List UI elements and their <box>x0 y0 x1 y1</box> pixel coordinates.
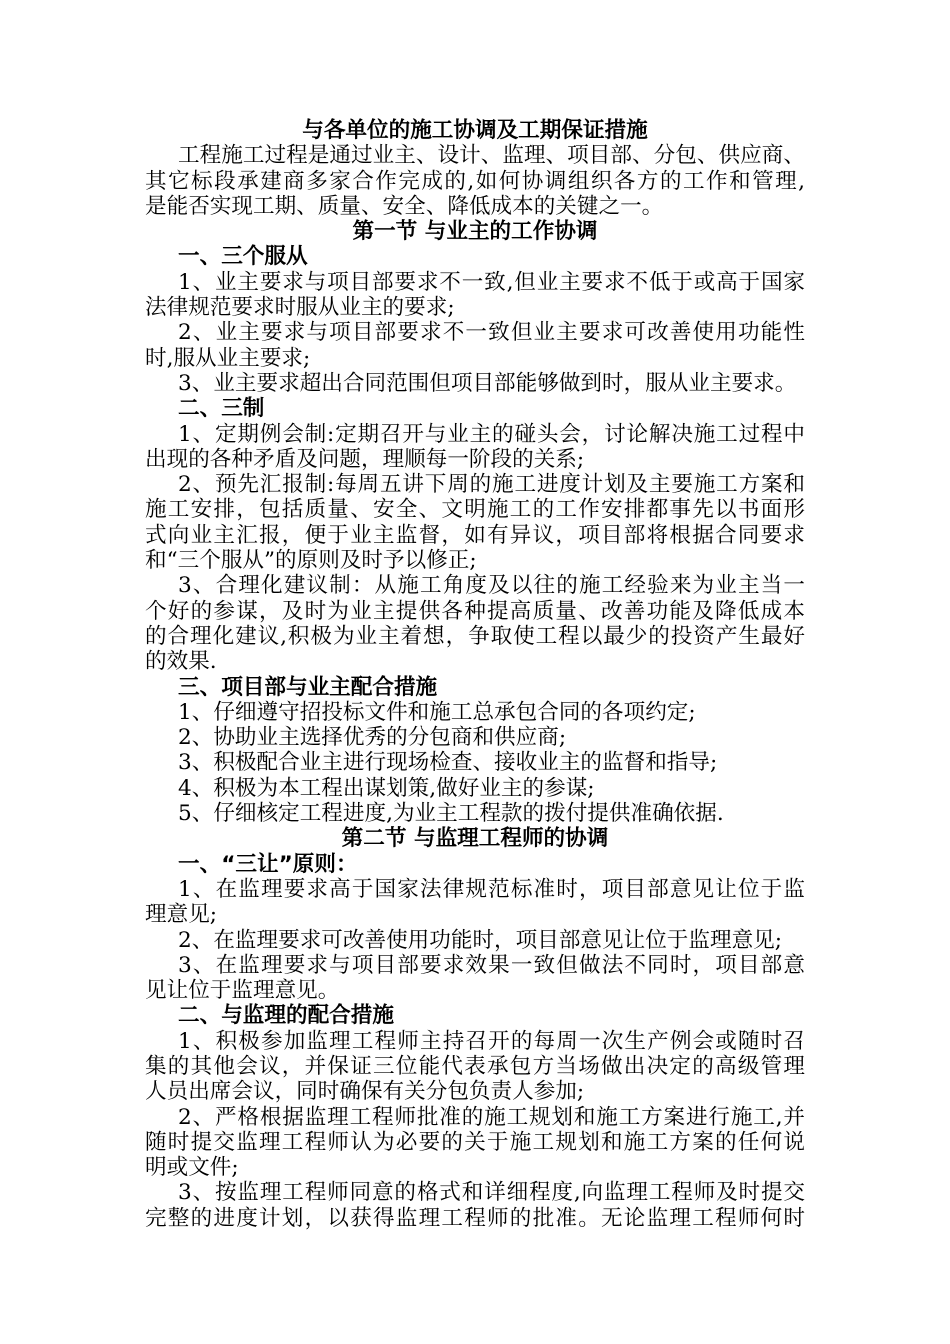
paragraph-line: 随时提交监理工程师认为必要的关于施工规划和施工方案的任何说 <box>145 1129 805 1155</box>
subheading: 二、与监理的配合措施 <box>178 1003 394 1029</box>
subheading: 三、项目部与业主配合措施 <box>178 674 438 700</box>
paragraph-line: 2、预先汇报制:每周五讲下周的施工进度计划及主要施工方案和 <box>178 472 805 498</box>
paragraph-line: 2、严格根据监理工程师批准的施工规划和施工方案进行施工,并 <box>178 1104 805 1130</box>
paragraph-line: 和“三个服从”的原则及时予以修正; <box>145 548 477 574</box>
paragraph-line: 1、在监理要求高于国家法律规范标准时，项目部意见让位于监 <box>178 876 805 902</box>
paragraph-line: 的效果. <box>145 649 217 675</box>
paragraph-line: 3、在监理要求与项目部要求效果一致但做法不同时，项目部意 <box>178 952 805 978</box>
document-page <box>145 118 805 1231</box>
paragraph-line: 1、定期例会制:定期召开与业主的碰头会，讨论解决施工过程中 <box>178 421 805 447</box>
list-item: 1、仔细遵守招投标文件和施工总承包合同的各项约定; <box>178 699 696 725</box>
paragraph-line: 明或文件; <box>145 1155 239 1181</box>
paragraph-line: 施工安排，包括质量、安全、文明施工的工作安排都事先以书面形 <box>145 497 805 523</box>
intro-line: 工程施工过程是通过业主、设计、监理、项目部、分包、供应商、 <box>178 143 805 169</box>
paragraph-line: 1、业主要求与项目部要求不一致,但业主要求不低于或高于国家 <box>178 269 805 295</box>
list-item: 3、积极配合业主进行现场检查、接收业主的监督和指导; <box>178 750 718 776</box>
paragraph-line: 人员出席会议，同时确保有关分包负责人参加; <box>145 1079 585 1105</box>
paragraph-line: 个好的参谋，及时为业主提供各种提高质量、改善功能及降低成本 <box>145 598 805 624</box>
paragraph-line: 法律规范要求时服从业主的要求; <box>145 295 455 321</box>
paragraph-line: 2、在监理要求可改善使用功能时，项目部意见让位于监理意见; <box>178 927 783 953</box>
paragraph-line: 出现的各种矛盾及问题，理顺每一阶段的关系; <box>145 446 585 472</box>
paragraph-line: 3、业主要求超出合同范围但项目部能够做到时，服从业主要求。 <box>178 370 797 396</box>
paragraph-line: 1、积极参加监理工程师主持召开的每周一次生产例会或随时召 <box>178 1028 805 1054</box>
list-item: 5、仔细核定工程进度,为业主工程款的拨付提供准确依据. <box>178 801 724 827</box>
paragraph-line: 3、合理化建议制：从施工角度及以往的施工经验来为业主当一 <box>178 573 805 599</box>
paragraph-line: 集的其他会议，并保证三位能代表承包方当场做出决定的高级管理 <box>145 1053 805 1079</box>
subheading: 一、三个服从 <box>178 244 308 270</box>
paragraph-line: 式向业主汇报，便于业主监督，如有异议，项目部将根据合同要求 <box>145 522 805 548</box>
intro-line: 是能否实现工期、质量、安全、降低成本的关键之一。 <box>145 193 664 219</box>
subheading: 二、三制 <box>178 396 265 422</box>
paragraph-line: 的合理化建议,积极为业主着想，争取使工程以最少的投资产生最好 <box>145 623 805 649</box>
paragraph-line: 2、业主要求与项目部要求不一致但业主要求可改善使用功能性 <box>178 320 805 346</box>
paragraph-line: 时,服从业主要求; <box>145 345 311 371</box>
paragraph-line: 理意见; <box>145 902 218 928</box>
paragraph-line: 见让位于监理意见。 <box>145 978 340 1004</box>
document-title: 与各单位的施工协调及工期保证措施 <box>302 118 648 143</box>
section-title: 第一节 与业主的工作协调 <box>352 219 598 245</box>
list-item: 4、积极为本工程出谋划策,做好业主的参谋; <box>178 775 595 801</box>
paragraph-line: 完整的进度计划，以获得监理工程师的批准。无论监理工程师何时 <box>145 1205 805 1231</box>
subheading: 一、“三让”原则： <box>178 851 358 877</box>
paragraph-line: 3、按监理工程师同意的格式和详细程度,向监理工程师及时提交 <box>178 1180 805 1206</box>
section-title: 第二节 与监理工程师的协调 <box>341 826 609 852</box>
intro-line: 其它标段承建商多家合作完成的,如何协调组织各方的工作和管理, <box>145 168 805 194</box>
list-item: 2、协助业主选择优秀的分包商和供应商; <box>178 725 567 751</box>
